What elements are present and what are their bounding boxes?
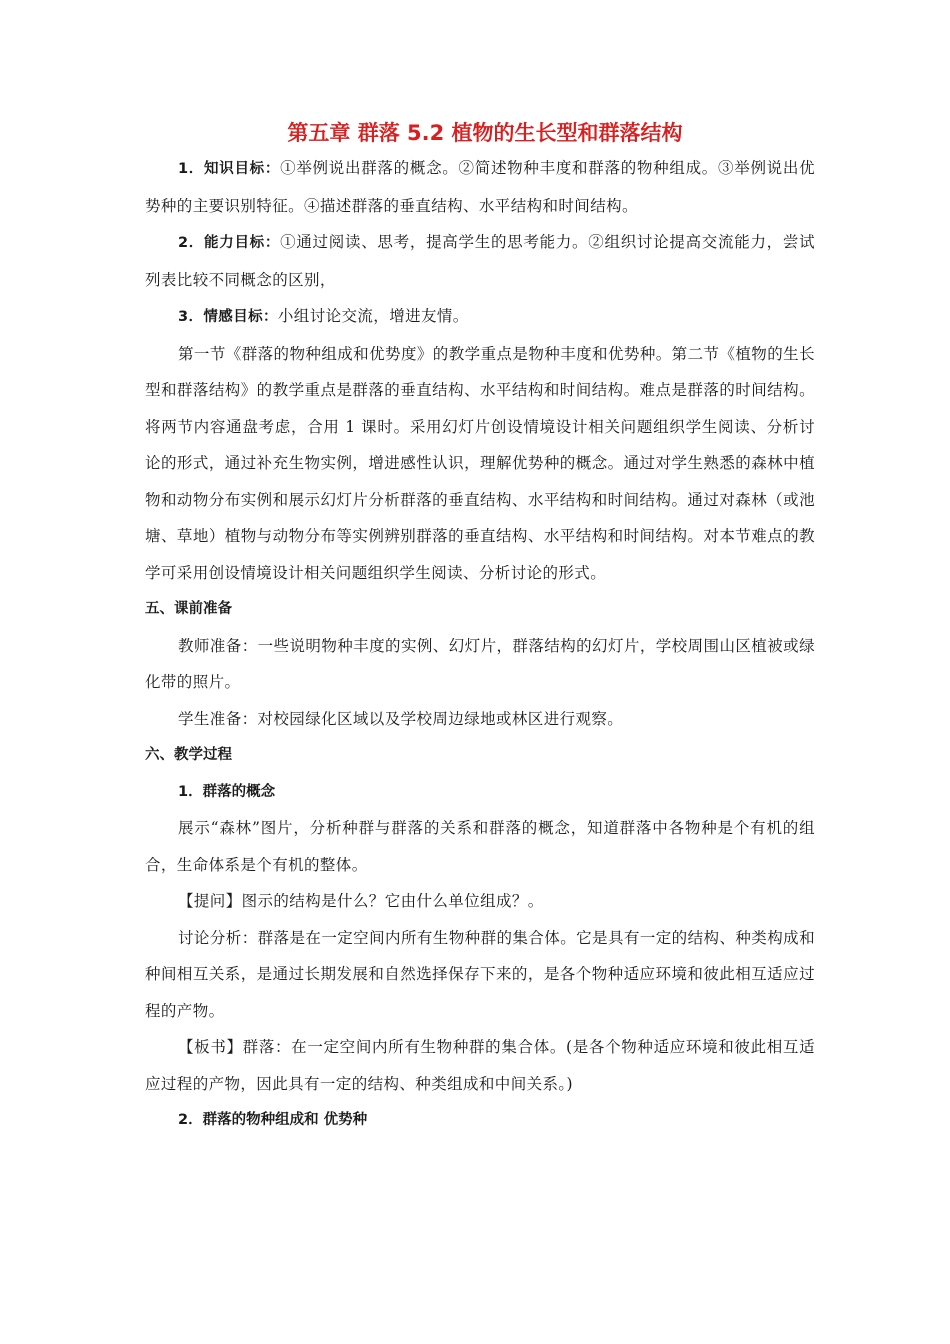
goal-text: 小组讨论交流，增进友情。 [277,307,469,325]
goal-text: ①通过阅读、思考，提高学生的思考能力。②组织讨论提高交流能力，尝试列表比较不同概念的区别， [145,233,816,289]
goal-ability [145,224,815,298]
goal-knowledge [145,150,815,224]
intro-paragraph: 第一节《群落的物种组成和优势度》的教学重点是物种丰度和优势种。第二节《植物的生长型和群落结构》的教学重点是群落的垂直结构、水平结构和时间结构。难点是群落的时间结构。将两节内容通盘考虑，合用 1 课时。采用幻灯片创设情境设计相关问题组织学生阅读、分析讨论的形式，通过补充生物实例，增进感性认识，理解优势种的概念。通过对学生熟悉的森林中植物和动物分布实例和展示幻灯片分析群落的垂直结构、水平结构和时间结构。通过对森林（或池塘、草地）植物与动物分布等实例辨别群落的垂直结构、水平结构和时间结构。对本节难点的教学可采用创设情境设计相关问题组织学生阅读、分析讨论的形式。 [145,344,815,582]
goal-emotion [145,298,815,336]
paragraph-discussion: 讨论分析：群落是在一定空间内所有生物种群的集合体。它是具有一定的结构、种类构成和种间相互关系，是通过长期发展和自然选择保存下来的，是各个物种适应环境和彼此相互适应过程的产物。 [145,928,815,1020]
section-heading-process: 六、教学过程 [145,747,232,763]
student-preparation: 学生准备：对校园绿化区域以及学校周边绿地或林区进行观察。 [178,709,624,728]
section-heading-preparation: 五、课前准备 [145,601,232,617]
teacher-preparation: 教师准备：一些说明物种丰度的实例、幻灯片，群落结构的幻灯片，学校周围山区植被或绿化带的照片。 [145,636,815,691]
subheading-species-composition: 2．群落的物种组成和 优势种 [178,1112,368,1128]
goal-label: 2．能力目标： [178,235,281,251]
goal-text: ①举例说出群落的概念。②简述物种丰度和群落的物种组成。③举例说出优势种的主要识别特征。④描述群落的垂直结构、水平结构和时间结构。 [145,159,816,215]
paragraph-blackboard: 【板书】群落：在一定空间内所有生物种群的集合体。(是各个物种适应环境和彼此相互适应过程的产物，因此具有一定的结构、种类组成和中间关系。) [145,1038,815,1093]
document-body [145,118,815,1139]
page-title: 第五章 群落 5.2 植物的生长型和群落结构 [287,121,683,145]
paragraph-forest-image: 展示“森林”图片，分析种群与群落的关系和群落的概念，知道群落中各物种是个有机的组合，生命体系是个有机的整体。 [145,819,815,874]
subheading-community-concept: 1．群落的概念 [178,783,276,800]
paragraph-question: 【提问】图示的结构是什么？它由什么单位组成？。 [178,892,544,910]
goal-label: 1．知识目标： [178,161,281,177]
goal-label: 3．情感目标： [178,309,278,325]
